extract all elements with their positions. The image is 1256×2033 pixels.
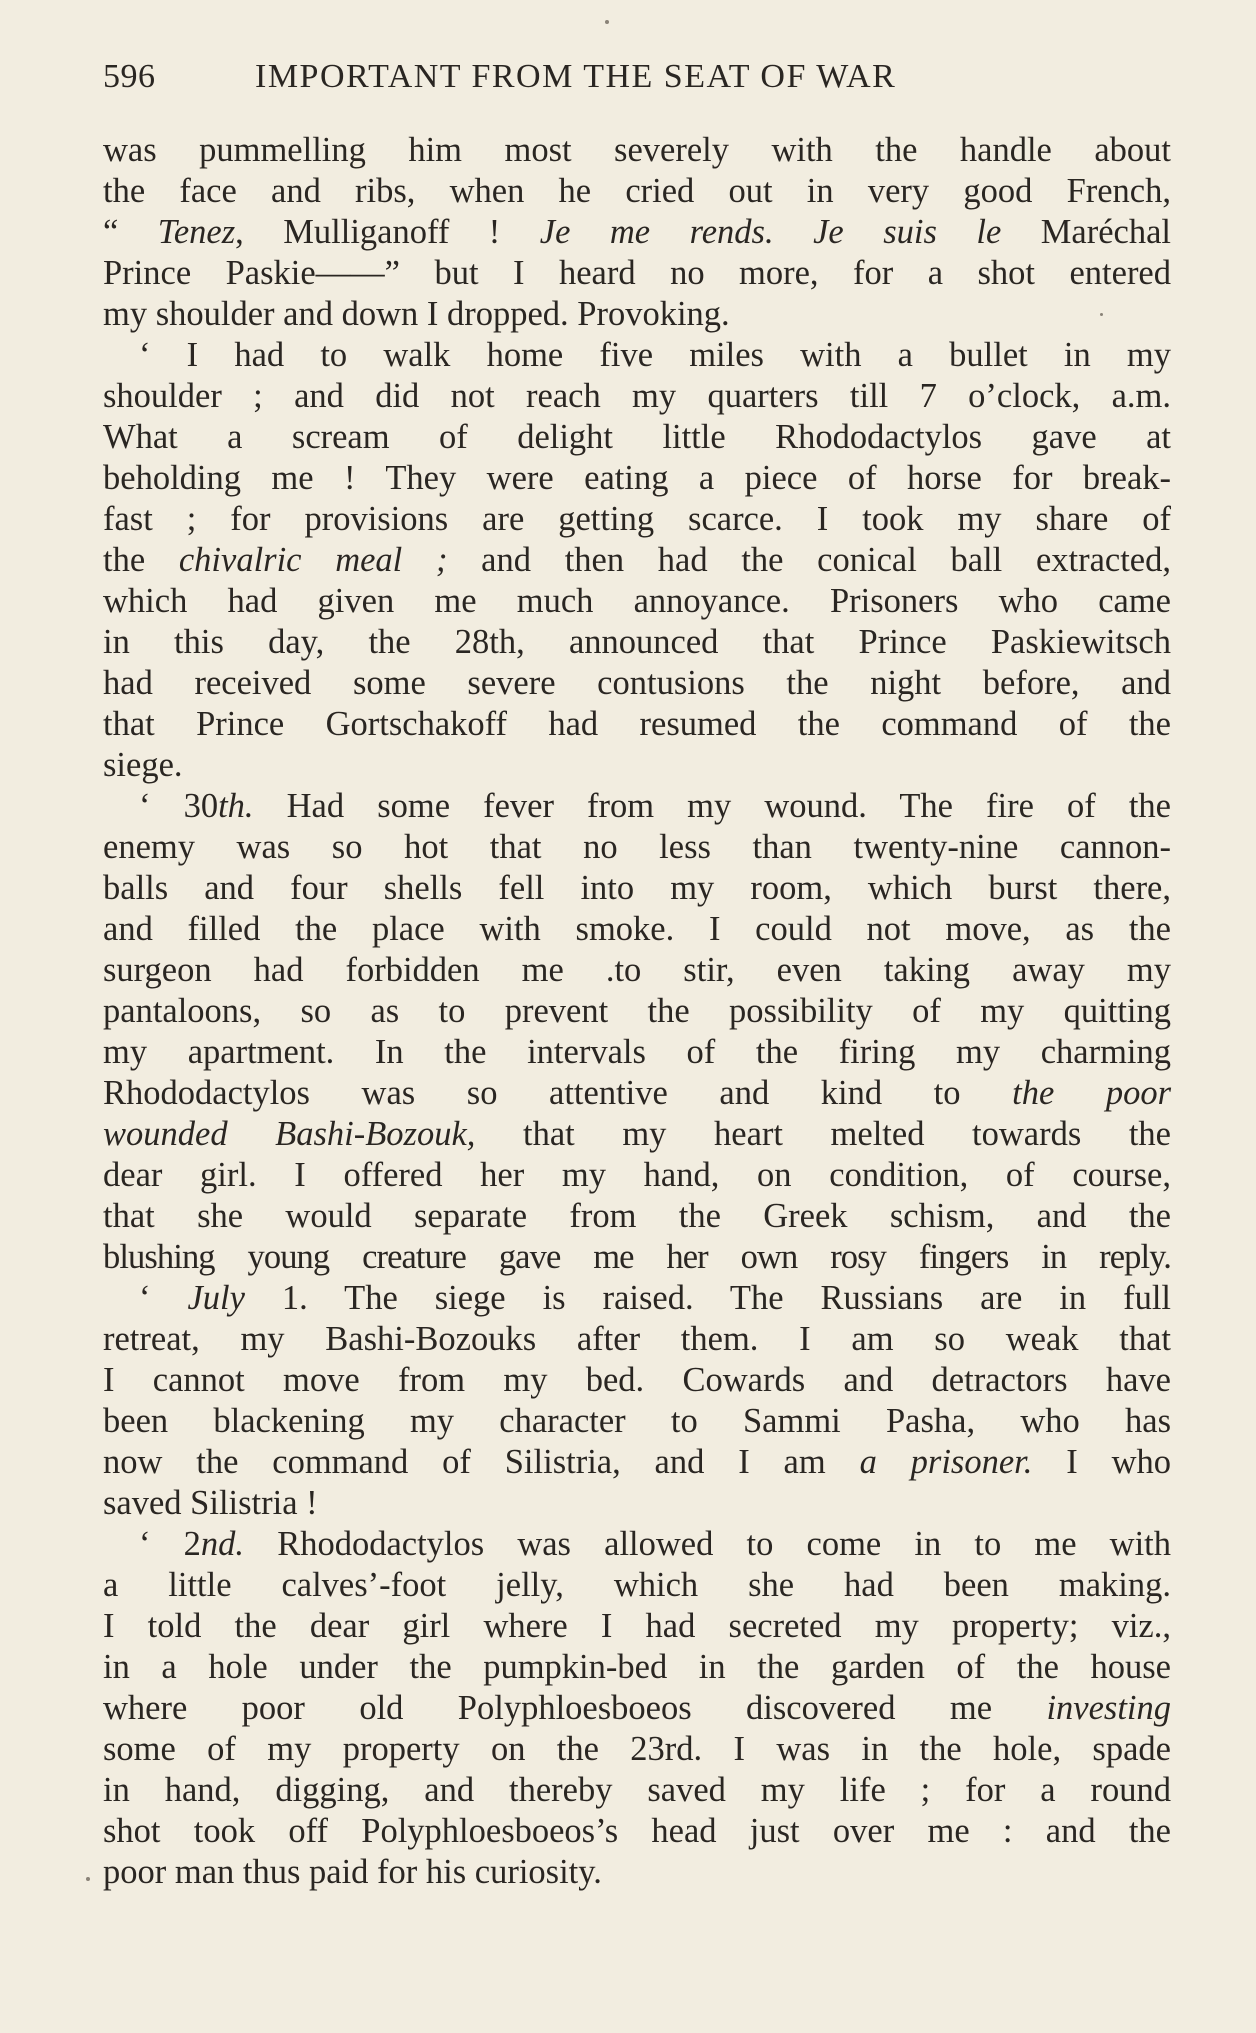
text-line: surgeon had forbidden me .to stir, even taking away my [103,951,1171,989]
italic-the-poor: the poor [1012,1074,1172,1112]
italic-july: July [187,1279,245,1317]
text-line: and filled the place with smoke. I could not move, as the [103,910,1171,948]
ink-speck [605,20,609,24]
italic-tenez: Tenez [157,213,236,251]
text-line: I told the dear girl where I had secreted my property; viz., [103,1607,1171,1645]
text-line: ‘ 2nd. Rhododactylos was allowed to come in to me with [139,1525,1171,1563]
page-header [103,58,1173,104]
text-line: now the command of Silistria, and I am a prisoner. I who [103,1443,1171,1481]
text-line: blushing young creature gave me her own rosy fingers in reply. [103,1238,1171,1276]
text-line: fast ; for provisions are getting scarce. I took my share of [103,500,1171,538]
text-line: a little calves’-foot jelly, which she had been making. [103,1566,1171,1604]
text-line: Prince Paskie——” but I heard no more, for a shot entered [103,254,1171,292]
text-line: dear girl. I offered her my hand, on condition, of course, [103,1156,1171,1194]
text-line: balls and four shells fell into my room, which burst there, [103,869,1171,907]
text-line: that Prince Gortschakoff had resumed the command of the [103,705,1171,743]
text-line: ‘ July 1. The siege is raised. The Russians are in full [139,1279,1171,1317]
ink-speck [86,1877,90,1881]
text-line: enemy was so hot that no less than twenty-nine cannon- [103,828,1171,866]
italic-nd: nd. [200,1525,245,1563]
text-line: had received some severe contusions the night before, and [103,664,1171,702]
text-line: in hand, digging, and thereby saved my life ; for a round [103,1771,1171,1809]
text-line: pantaloons, so as to prevent the possibility of my quitting [103,992,1171,1030]
text-line: Rhododactylos was so attentive and kind to the poor [103,1074,1172,1112]
body-text [103,130,1171,1893]
text-line: some of my property on the 23rd. I was in the hole, spade [103,1730,1171,1768]
text-line: shoulder ; and did not reach my quarters till 7 o’clock, a.m. [103,377,1171,415]
running-title: IMPORTANT FROM THE SEAT OF WAR [255,58,897,95]
text-line: the chivalric meal ; and then had the conical ball extracted, [103,541,1171,579]
text-line: “ Tenez, Mulliganoff ! Je me rends. Je suis le Maréchal [103,213,1171,251]
text-line: poor man thus paid for his curiosity. [103,1853,602,1891]
text-line: retreat, my Bashi-Bozouks after them. I am so weak that [103,1320,1171,1358]
text-line: my apartment. In the intervals of the firing my charming [103,1033,1171,1071]
italic-je-suis-le: Je suis le [813,213,1002,251]
text-line: where poor old Polyphloesboeos discovered me investing [103,1689,1171,1727]
text-line: beholding me ! They were eating a piece of horse for break- [103,459,1171,497]
text-line: been blackening my character to Sammi Pasha, who has [103,1402,1171,1440]
text-line: that she would separate from the Greek schism, and the [103,1197,1171,1235]
italic-a-prisoner: a prisoner. [859,1443,1033,1481]
text-line: shot took off Polyphloesboeos’s head just over me : and the [103,1812,1171,1850]
italic-chivalric-meal: chivalric meal ; [178,541,448,579]
text-line: I cannot move from my bed. Cowards and detractors have [103,1361,1171,1399]
text-line: was pummelling him most severely with the handle about [103,131,1171,169]
text-line: in a hole under the pumpkin-bed in the garden of the house [103,1648,1171,1686]
text-line: wounded Bashi-Bozouk, that my heart melted towards the [103,1115,1171,1153]
text-line: in this day, the 28th, announced that Prince Paskiewitsch [103,623,1171,661]
text-line: the face and ribs, when he cried out in very good French, [103,172,1171,210]
text-line: siege. [103,746,183,784]
text-line: saved Silistria ! [103,1484,318,1522]
page-number: 596 [103,58,156,95]
text-line: which had given me much annoyance. Prisoners who came [103,582,1171,620]
italic-th: th. [218,787,254,825]
text-line: my shoulder and down I dropped. Provoking. [103,295,730,333]
italic-je-me-rends: Je me rends. [539,213,774,251]
text-line: What a scream of delight little Rhododactylos gave at [103,418,1171,456]
italic-wounded-bashi-bozouk: wounded Bashi-Bozouk, [103,1115,476,1153]
text-line: ‘ I had to walk home five miles with a bullet in my [139,336,1171,374]
italic-investing: investing [1046,1689,1171,1727]
text-line: ‘ 30th. Had some fever from my wound. The fire of the [139,787,1171,825]
